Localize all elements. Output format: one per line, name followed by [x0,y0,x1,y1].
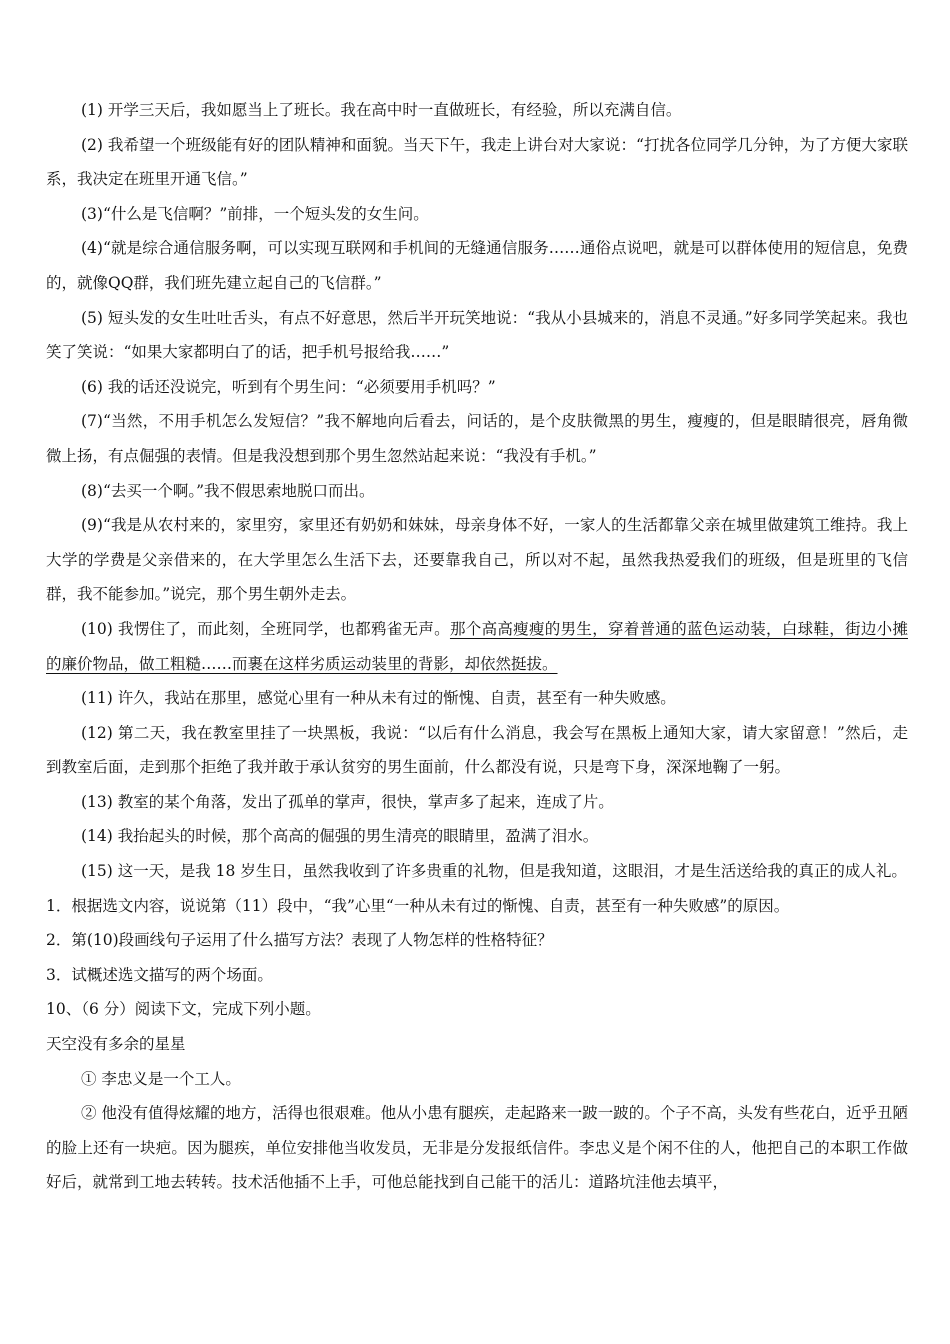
question-1: 1．根据选文内容，说说第（11）段中，“我”心里“一种从未有过的惭愧、自责，甚至有一种失败感”的原因。 [46,896,790,915]
question-2: 2．第(10)段画线句子运用了什么描写方法？表现了人物怎样的性格特征？ [46,931,553,950]
paragraph-1: (1) 开学三天后，我如愿当上了班长。我在高中时一直做班长，有经验，所以充满自信。 [81,101,682,119]
paragraph-8: (8)“去买一个啊。”我不假思索地脱口而出。 [81,481,375,500]
document-body [46,93,908,1200]
paragraph-15: (15) 这一天，是我 18 岁生日，虽然我收到了许多贵重的礼物，但是我知道，这眼泪，才是生活送给我的真正的成人礼。 [81,862,907,881]
paragraph-5: (5) 短头发的女生吐吐舌头，有点不好意思，然后半开玩笑地说：“我从小县城来的，消息不灵通。”好多同学笑起来。我也笑了笑说：“如果大家都明白了的话，把手机号报给我……” [46,308,908,362]
paragraph-10 [46,612,908,681]
paragraph-6: (6) 我的话还没说完，听到有个男生问：“必须要用手机吗？” [81,377,496,396]
underlined-sentence: 那个高高瘦瘦的男生，穿着普通的蓝色运动装，白球鞋，街边小摊的廉价物品，做工粗糙……而裹在这样劣质运动装里的背影，却依然挺拔。 [46,619,908,673]
paragraph-3: (3)“什么是飞信啊？”前排，一个短头发的女生问。 [81,204,429,223]
paragraph-14: (14) 我抬起头的时候，那个高高的倔强的男生清亮的眼睛里，盈满了泪水。 [81,827,599,846]
paragraph-7: (7)“当然，不用手机怎么发短信？”我不解地向后看去，问话的，是个皮肤微黑的男生，瘦瘦的，但是眼睛很亮，唇角微微上扬，有点倔强的表情。但是我没想到那个男生忽然站起来说：“我没有手机。” [46,412,908,465]
question-3: 3．试概述选文描写的两个场面。 [46,965,273,984]
paragraph-4: (4)“就是综合通信服务啊，可以实现互联网和手机间的无缝通信服务……通俗点说吧，就是可以群体使用的短信息，免费的，就像QQ群，我们班先建立起自己的飞信群。” [46,239,908,292]
paragraph-11: (11) 许久，我站在那里，感觉心里有一种从未有过的惭愧、自责，甚至有一种失败感。 [81,689,676,708]
paragraph-9: (9)“我是从农村来的，家里穷，家里还有奶奶和妹妹，母亲身体不好，一家人的生活都靠父亲在城里做建筑工维持。我上大学的学费是父亲借来的，在大学里怎么生活下去，还要靠我自己，所以对不起，虽然我热爱我们的班级，但是班里的飞信群，我不能参加。”说完，那个男生朝外走去。 [46,516,908,604]
paragraph-12: (12) 第二天，我在教室里挂了一块黑板，我说：“以后有什么消息，我会写在黑板上通知大家，请大家留意！”然后，走到教室后面，走到那个拒绝了我并敢于承认贫穷的男生面前，什么都没有说，只是弯下身，深深地鞠了一躬。 [46,723,908,777]
article-paragraph-2: ② 他没有值得炫耀的地方，活得也很艰难。他从小患有腿疾，走起路来一跛一跛的。个子不高，头发有些花白，近乎丑陋的脸上还有一块疤。因为腿疾，单位安排他当收发员，无非是分发报纸信件。李忠义是个闲不住的人，他把自己的本职工作做好后，就常到工地去转转。技术活他插不上手，可他总能找到自己能干的活儿：道路坑洼他去填平， [46,1104,908,1192]
article-paragraph-1: ① 李忠义是一个工人。 [81,1069,241,1088]
section-heading: 10、（6 分）阅读下文，完成下列小题。 [46,1000,321,1019]
paragraph-2: (2) 我希望一个班级能有好的团队精神和面貌。当天下午，我走上讲台对大家说：“打扰各位同学几分钟，为了方便大家联系，我决定在班里开通飞信。” [46,135,908,189]
article-title: 天空没有多余的星星 [46,1035,186,1054]
paragraph-13: (13) 教室的某个角落，发出了孤单的掌声，很快，掌声多了起来，连成了片。 [81,792,614,811]
paragraph-10-lead: (10) 我愣住了，而此刻，全班同学，也都鸦雀无声。 [81,619,450,638]
